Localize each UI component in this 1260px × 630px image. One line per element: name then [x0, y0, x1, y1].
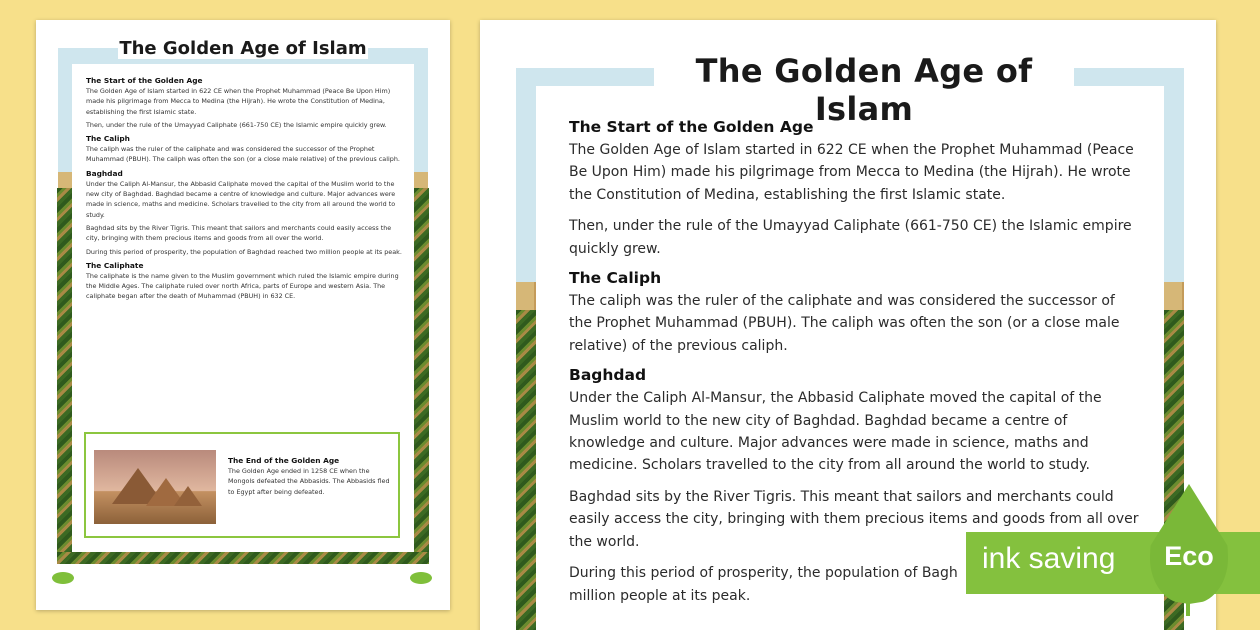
end-of-golden-age-box [84, 432, 400, 538]
section-heading: The Start of the Golden Age [86, 76, 203, 85]
partial-line-1: During this period of prosperity, the population of Bagh [569, 565, 958, 582]
page-thumbnail [36, 20, 450, 610]
twinkl-logo-right [410, 572, 432, 584]
section-heading: Baghdad [569, 366, 647, 385]
section-paragraph: Under the Caliph Al-Mansur, the Abbasid Caliphate moved the capital of the Muslim world to the new city of Baghdad. Baghdad became a centre of knowledge and culture. Major advances were made in science, maths and medicine. Scholars travelled to the city from all around the world to study. [569, 390, 1102, 474]
page-title: The Golden Age of Islam [119, 38, 367, 59]
end-box-paragraph: The Golden Age ended in 1258 CE when the Mongols defeated the Abbasids. The Abbasids fled to Egypt after being defeated. [228, 467, 390, 496]
frame-left-jungle [516, 310, 536, 630]
section-heading: The Caliphate [86, 260, 144, 270]
pyramids-image [94, 450, 216, 524]
frame-left-desert [58, 172, 72, 188]
leaf-stem-icon [1186, 596, 1190, 616]
section-heading: The Caliph [569, 269, 662, 288]
section-paragraph: The caliph was the ruler of the caliphate and was considered the successor of the Prophet Muhammad (PBUH). The caliph was often the son (or a close male relative) of the previous caliph. [86, 145, 400, 164]
section-paragraph: Then, under the rule of the Umayyad Caliphate (661-750 CE) the Islamic empire quickly grew. [569, 218, 1132, 257]
section-heading: Baghdad [86, 168, 123, 178]
section-paragraph: Baghdad sits by the River Tigris. This meant that sailors and merchants could easily access the city, bringing with them precious items and goods from all over the world. [569, 488, 1139, 550]
frame-left-desert [516, 282, 536, 312]
section-paragraph: Baghdad sits by the River Tigris. This meant that sailors and merchants could easily access the city, bringing with them precious items and goods from all over the world. [86, 223, 392, 243]
end-box-text [228, 452, 393, 500]
partial-line-2: million people at its peak. [569, 587, 751, 604]
frame-left-sky [516, 68, 536, 288]
page-title: The Golden Age of Islam [654, 52, 1074, 128]
section-heading: The Start of the Golden Age [569, 118, 814, 136]
section-heading: The Caliph [86, 134, 130, 144]
end-box-heading: The End of the Golden Age [228, 456, 340, 465]
frame-right-jungle [414, 188, 429, 564]
section-paragraph: Under the Caliph Al-Mansur, the Abbasid Caliphate moved the capital of the Muslim world to the new city of Baghdad. Baghdad became a centre of knowledge and culture. Major advances were made in science, maths and medicine. Scholars travelled to the city from all around the world to study. [86, 179, 396, 219]
twinkl-logo-left [52, 572, 74, 584]
frame-right-desert [1164, 282, 1184, 312]
section-paragraph: The Golden Age of Islam started in 622 CE when the Prophet Muhammad (Peace Be Upon Him) made his pilgrimage from Mecca to Medina (the Hijrah). He wrote the Constitution of Medina, establishing the first Islamic state. [86, 87, 391, 116]
eco-label: Eco [1164, 541, 1214, 571]
frame-right-desert [414, 172, 428, 188]
section-paragraph: The caliph was the ruler of the caliphate and was considered the successor of the Prophet Muhammad (PBUH). The caliph was often the son (or a close male relative) of the previous caliph. [569, 293, 1120, 354]
frame-right-sky [1164, 68, 1184, 288]
section-paragraph: The caliphate is the name given to the Muslim government which ruled the Islamic empire during the Middle Ages. The caliphate ruled over north Africa, parts of Europe and western Asia. The caliphate began after the death of Muhammad (PBUH) in 632 CE. [86, 271, 399, 301]
frame-bottom-jungle [57, 552, 429, 564]
section-paragraph: The Golden Age of Islam started in 622 CE when the Prophet Muhammad (Peace Be Upon Him) made his pilgrimage from Mecca to Medina (the Hijrah). He wrote the Constitution of Medina, establishing the first Islamic state. [569, 142, 1134, 203]
section-paragraph: Then, under the rule of the Umayyad Caliphate (661-750 CE) the Islamic empire quickly grew. [86, 120, 387, 129]
ink-saving-text: ink saving [982, 542, 1116, 575]
thumbnail-body [86, 72, 406, 305]
frame-left-jungle [57, 188, 72, 564]
section-paragraph: During this period of prosperity, the population of Baghdad reached two million people at its peak. [86, 247, 402, 256]
